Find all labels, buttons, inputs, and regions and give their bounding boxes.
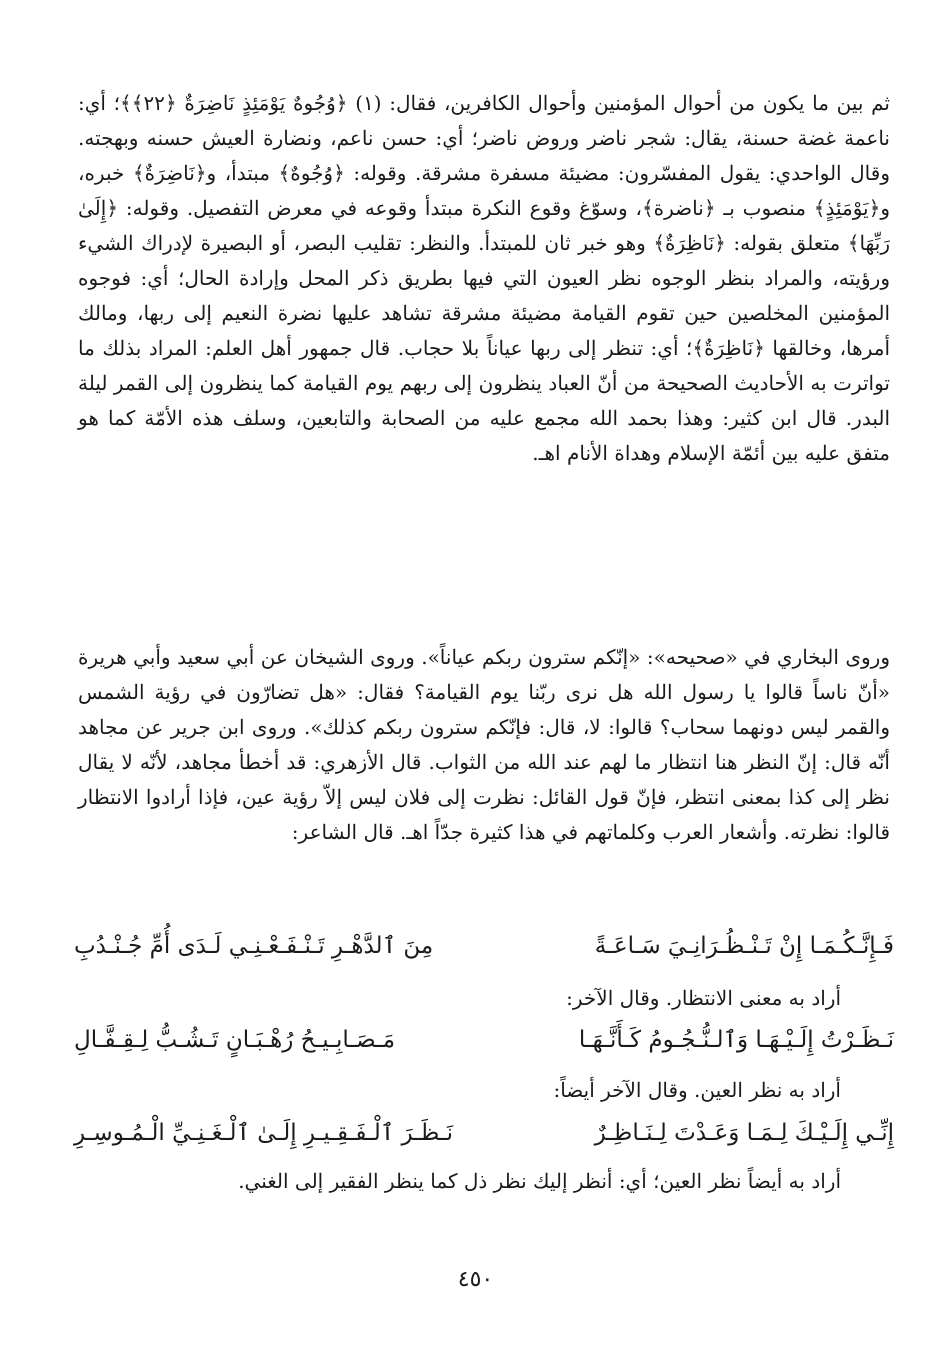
verse-second-hemistich: مِنَ ٱلدَّهْـرِ تَـنْـفَـعْـنِـي لَـدَى أُمِّ جُـنْـدُبِ [74, 933, 434, 959]
page-number: ٤٥٠ [457, 1267, 494, 1292]
verse-note: أراد به أيضاً نظر العين؛ أي: أنظر إليك نظر ذل كما ينظر الفقير إلى الغني. [238, 1169, 841, 1193]
verse-first-hemistich: فَـإِنَّـكُـمَـا إِنْ تَـنْـظُـرَانِـيَ سَـاعَـةً [594, 933, 894, 959]
verse-second-hemistich: مَـصَـابِـيـحُ رُهْـبَـانٍ تَـشُـبُّ لِـقِـفَّـالِ [74, 1027, 396, 1053]
verse-note: أراد به نظر العين. وقال الآخر أيضاً: [553, 1078, 841, 1102]
poetry-verse [74, 1020, 894, 1060]
verse-second-hemistich: نَـظَـرَ ٱلْـفَـقِـيـرِ إِلَـىٰ ٱلْـغَـنِـيِّ الْـمُـوسِـرِ [74, 1120, 453, 1146]
verse-first-hemistich: إِنِّـي إِلَـيْـكَ لِـمَـا وَعَـدْتَ لِـنَـاظِـرٌ [594, 1120, 894, 1146]
verse-first-hemistich: نَـظَـرْتُ إِلَـيْـهَـا وَٱلـنُّـجُـومُ كَـأَنَّـهَـا [578, 1027, 894, 1053]
body-paragraph: وروى البخاري في «صحيحه»: «إنّكم سترون ربكم عياناً». وروى الشيخان عن أبي سعيد وأبي هريرة «أنّ ناساً قالوا يا رسول الله هل نرى ربّنا يوم القيامة؟ فقال: «هل تضارّون في رؤية الشمس والقمر ليس دونهما سحاب؟ قالوا: لا، قال: فإنّكم سترون ربكم كذلك». وروى ابن جرير عن مجاهد أنّه قال: إنّ النظر هنا انتظار ما لهم عند الله من الثواب. قال الأزهري: قد أخطأ مجاهد، لأنّه لا يقال نظر إلى كذا بمعنى انتظر، فإنّ قول القائل: نظرت إلى فلان ليس إلاّ رؤية عين، فإذا أرادوا الانتظار قالوا: نظرته. وأشعار العرب وكلماتهم في هذا كثيرة جدّاً اهـ. قال الشاعر: [78, 645, 890, 844]
body-paragraph: ثم بين ما يكون من أحوال المؤمنين وأحوال الكافرين، فقال: (١) ﴿وُجُوهٌ يَوْمَئِذٍ نَاضِرَةٌ ﴿٢٢﴾﴾؛ أي: ناعمة غضة حسنة، يقال: شجر ناضر وروض ناضر؛ أي: حسن ناعم، ونضارة العيش حسنه وبهجته. وقال الواحدي: يقول المفسّرون: مضيئة مسفرة مشرقة. وقوله: ﴿وُجُوهٌ﴾ مبتدأ، و﴿نَاضِرَةٌ﴾ خبره، و﴿يَوْمَئِذٍ﴾ منصوب بـ ﴿ناضرة﴾، وسوّغ وقوع النكرة مبتدأ وقوعه في معرض التفصيل. وقوله: ﴿إِلَىٰ رَبِّهَا﴾ متعلق بقوله: ﴿نَاظِرَةٌ﴾ وهو خبر ثان للمبتدأ. والنظر: تقليب البصر، أو البصيرة لإدراك الشيء ورؤيته، والمراد بنظر الوجوه نظر العيون التي فيها بطريق ذكر المحل وإرادة الحال؛ أي: فوجوه المؤمنين المخلصين حين تقوم القيامة مضيئة مشرقة تشاهد عليها نضرة النعيم إلى ربها، ومالك أمرها، وخالقها ﴿نَاظِرَةٌ﴾؛ أي: تنظر إلى ربها عياناً بلا حجاب. قال جمهور أهل العلم: المراد بذلك ما تواترت به الأحاديث الصحيحة من أنّ العباد ينظرون إلى ربهم يوم القيامة كما ينظرون إلى القمر ليلة البدر. قال ابن كثير: وهذا بحمد الله مجمع عليه من الصحابة والتابعين، وسلف هذه الأمّة كما هو متفق عليه بين أئمّة الإسلام وهداة الأنام اهـ. [78, 91, 890, 465]
verse-note: أراد به معنى الانتظار. وقال الآخر: [566, 986, 841, 1010]
poetry-verse [74, 926, 894, 966]
poetry-verse [74, 1113, 894, 1153]
